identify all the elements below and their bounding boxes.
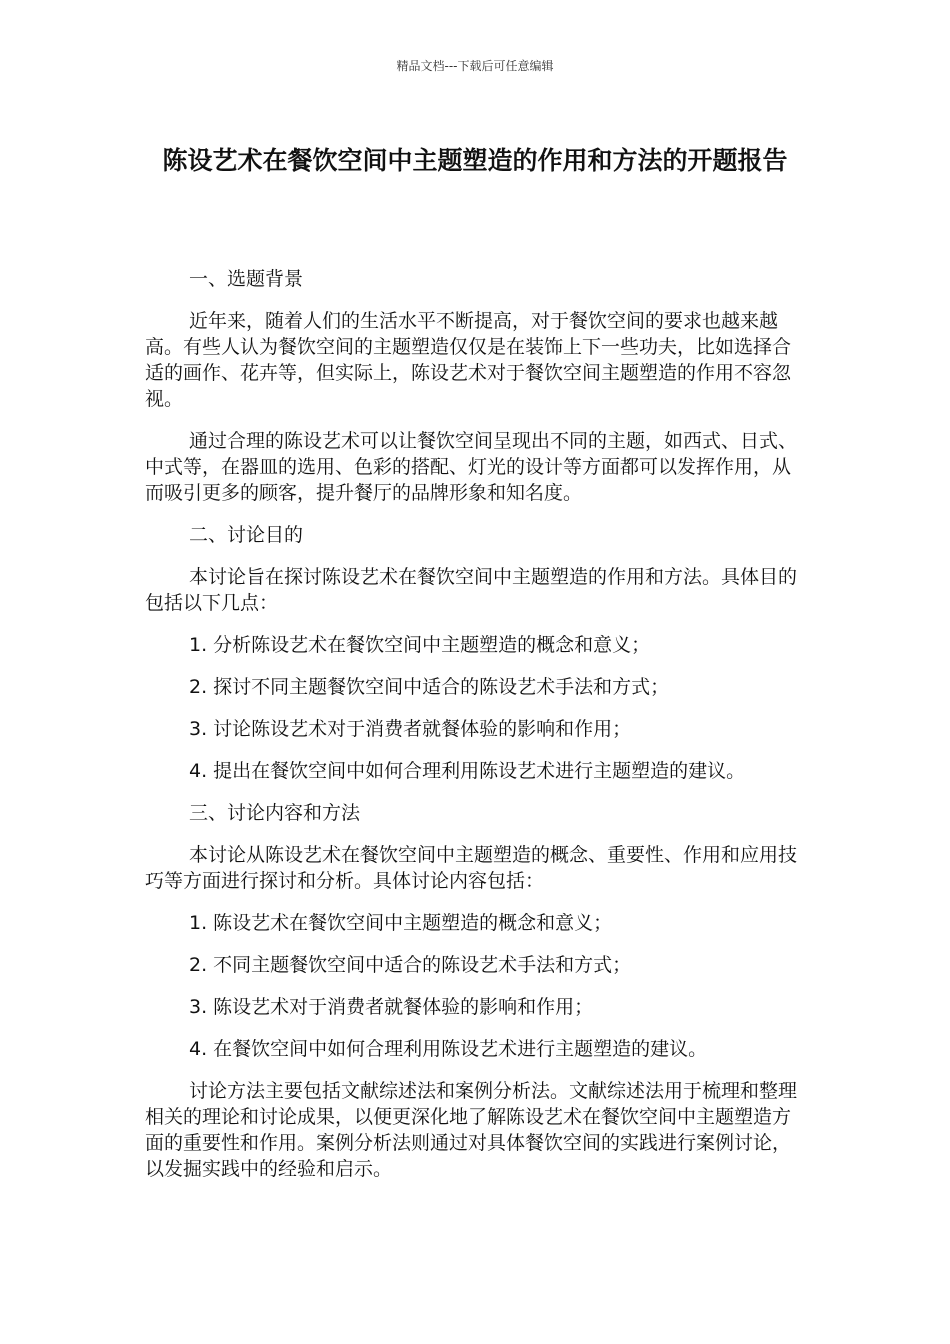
list-item: 3. 讨论陈设艺术对于消费者就餐体验的影响和作用；: [189, 718, 632, 740]
section-heading: 三、讨论内容和方法: [189, 802, 361, 824]
paragraph: 近年来，随着人们的生活水平不断提高，对于餐饮空间的要求也越来越高。有些人认为餐饮空间的主题塑造仅仅是在装饰上下一些功夫，比如选择合适的画作、花卉等，但实际上，陈设艺术对于餐饮空间主题塑造的作用不容忽视。: [145, 310, 792, 410]
section-heading: 二、讨论目的: [189, 524, 304, 546]
list-item: 1. 分析陈设艺术在餐饮空间中主题塑造的概念和意义；: [189, 634, 651, 656]
document-title: 陈设艺术在餐饮空间中主题塑造的作用和方法的开题报告: [162, 146, 788, 175]
paragraph: 本讨论旨在探讨陈设艺术在餐饮空间中主题塑造的作用和方法。具体目的包括以下几点：: [145, 566, 798, 614]
section-heading: 一、选题背景: [189, 268, 304, 290]
list-item: 3. 陈设艺术对于消费者就餐体验的影响和作用；: [189, 996, 594, 1018]
list-item: 1. 陈设艺术在餐饮空间中主题塑造的概念和意义；: [189, 912, 613, 934]
list-item: 2. 不同主题餐饮空间中适合的陈设艺术手法和方式；: [189, 954, 632, 976]
document-body: [145, 266, 800, 1198]
list-item: 4. 提出在餐饮空间中如何合理利用陈设艺术进行主题塑造的建议。: [189, 760, 746, 782]
paragraph: 本讨论从陈设艺术在餐饮空间中主题塑造的概念、重要性、作用和应用技巧等方面进行探讨和分析。具体讨论内容包括：: [145, 844, 798, 892]
paragraph: 讨论方法主要包括文献综述法和案例分析法。文献综述法用于梳理和整理相关的理论和讨论成果，以便更深化地了解陈设艺术在餐饮空间中主题塑造方面的重要性和作用。案例分析法则通过对具体餐饮空间的实践进行案例讨论，以发掘实践中的经验和启示。: [145, 1080, 798, 1180]
page-header: 精品文档---下载后可任意编辑: [396, 59, 554, 73]
list-item: 4. 在餐饮空间中如何合理利用陈设艺术进行主题塑造的建议。: [189, 1038, 708, 1060]
paragraph: 通过合理的陈设艺术可以让餐饮空间呈现出不同的主题，如西式、日式、中式等，在器皿的选用、色彩的搭配、灯光的设计等方面都可以发挥作用，从而吸引更多的顾客，提升餐厅的品牌形象和知名度。: [145, 430, 798, 504]
list-item: 2. 探讨不同主题餐饮空间中适合的陈设艺术手法和方式；: [189, 676, 670, 698]
